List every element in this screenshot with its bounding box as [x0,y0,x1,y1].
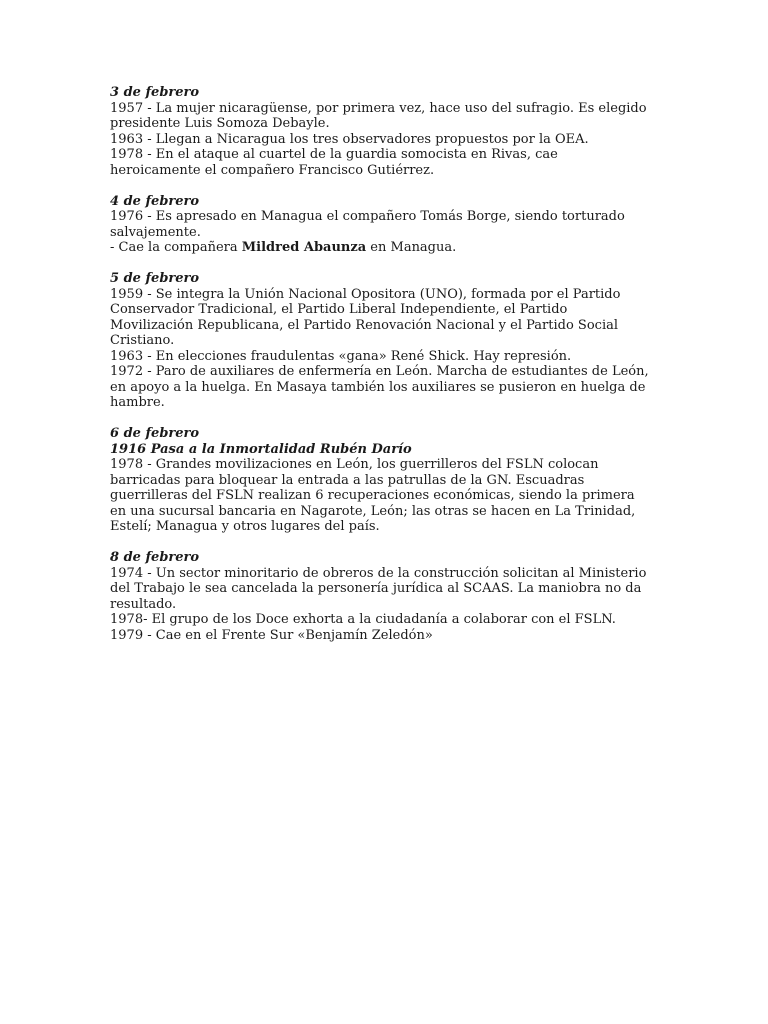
section-subtitle: 1916 Pasa a la Inmortalidad Rubén Darío [110,441,412,457]
entry: 1978 - Grandes movilizaciones en León, los guerrilleros del FSLN colocan barricadas para bloquear la entrada a las patrullas de la GN. Escuadras guerrilleras del FSLN realizan 6 recuperaciones económicas, siendo la primera en una sucursal bancaria en Nagarote, León; las otras se hacen en La Trinidad, Estelí; Managua y otros lugares del país. [110,457,636,534]
entry: 1976 - Es apresado en Managua el compañero Tomás Borge, siendo torturado salvajemente. [110,209,625,240]
section-title: 3 de febrero [110,85,200,100]
entry: 1978 - En el ataque al cuartel de la guardia somocista en Rivas, cae heroicamente el compañero Francisco Gutiérrez. [110,147,558,178]
section-5-febrero [110,271,650,411]
entry: 1957 - La mujer nicaragüense, por primera vez, hace uso del sufragio. Es elegido presidente Luis Somoza Debayle. [110,100,647,131]
entry: 1972 - Paro de auxiliares de enfermería en León. Marcha de estudiantes de León, en apoyo a la huelga. En Masaya también los auxiliares se pusieron en huelga de hambre. [110,364,649,410]
entry: 1978- El grupo de los Doce exhorta a la ciudadanía a colaborar con el FSLN. [110,612,616,627]
entry [110,240,650,256]
person-name: Mildred Abaunza [241,240,367,255]
entry-suffix: en Managua. [366,240,457,255]
section-title: 4 de febrero [110,193,200,209]
entry: 1963 - Llegan a Nicaragua los tres observadores propuestos por la OEA. [110,131,589,147]
document-page [110,85,650,659]
entry: 1974 - Un sector minoritario de obreros de la construcción solicitan al Ministerio del Trabajo le sea cancelada la personería jurídica al SCAAS. La maniobra no da resultado. [110,565,647,612]
section-4-febrero [110,194,650,256]
entry: 1963 - En elecciones fraudulentas «gana» René Shick. Hay represión. [110,348,572,364]
section-title: 8 de febrero [110,550,200,565]
section-3-febrero [110,85,650,178]
entry-prefix: - Cae la compañera [110,240,242,255]
entry: 1959 - Se integra la Unión Nacional Opositora (UNO), formada por el Partido Conservador Tradicional, el Partido Liberal Independiente, el Partido Movilización Republicana, el Partido Renovación Nacional y el Partido Social Cristiano. [110,286,621,348]
section-title: 5 de febrero [110,271,200,286]
section-6-febrero [110,426,650,535]
section-title: 6 de febrero [110,426,200,441]
entry: 1979 - Cae en el Frente Sur «Benjamín Zeledón» [110,627,433,643]
section-8-febrero [110,550,650,643]
